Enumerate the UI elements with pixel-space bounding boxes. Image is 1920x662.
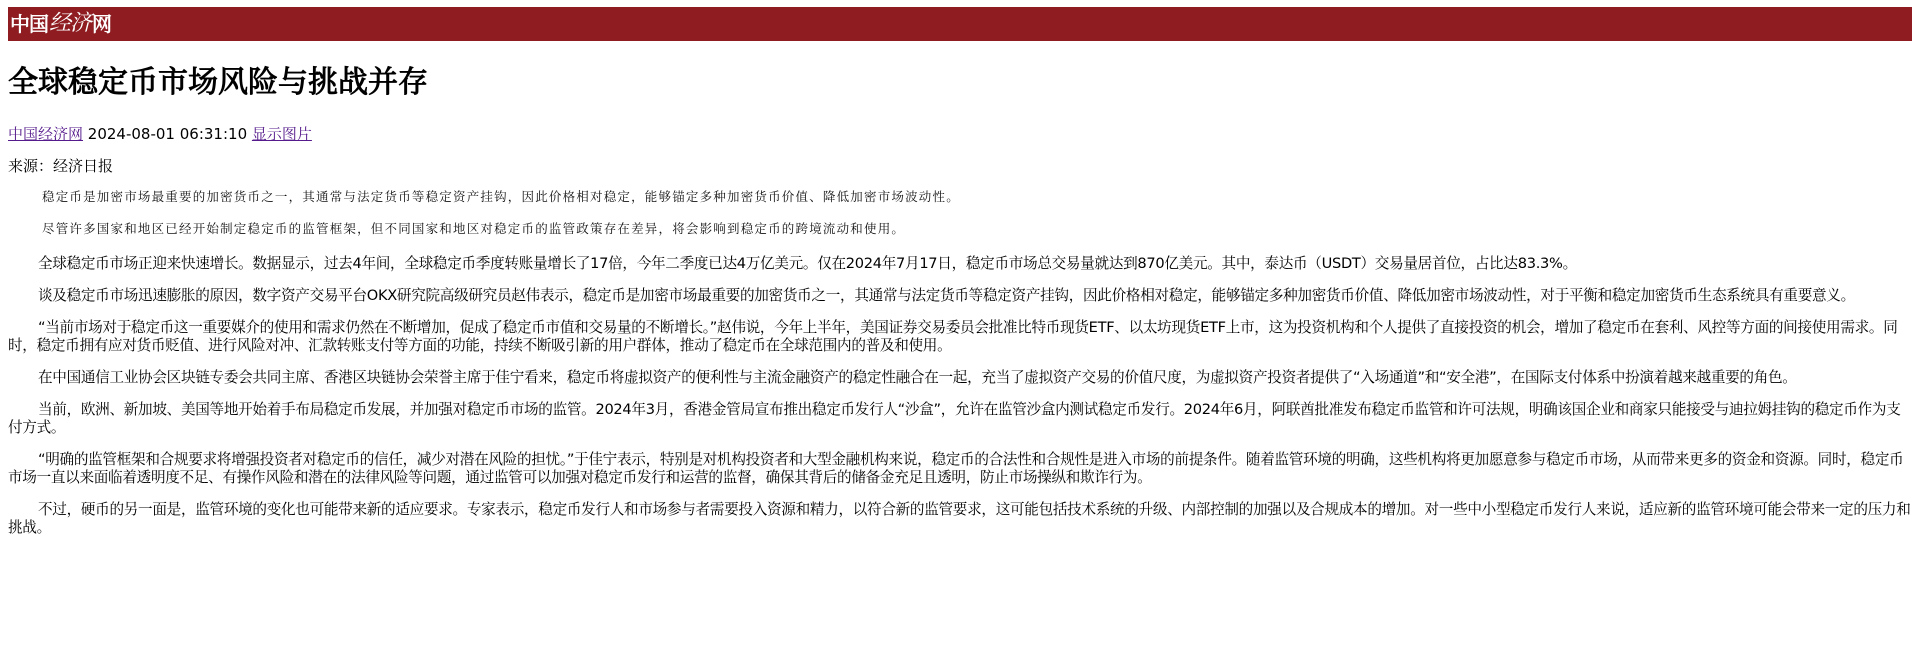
article-lead: [8, 189, 1912, 237]
body-paragraph: 不过，硬币的另一面是，监管环境的变化也可能带来新的适应要求。专家表示，稳定币发行人和市场参与者需要投入资源和精力，以符合新的监管要求，这可能包括技术系统的升级、内部控制的加强以及合规成本的增加。对一些中小型稳定币发行人来说，适应新的监管环境可能会带来一定的压力和挑战。: [8, 501, 1911, 536]
body-paragraph: 在中国通信工业协会区块链专委会共同主席、香港区块链协会荣誉主席于佳宁看来，稳定币将虚拟资产的便利性与主流金融资产的稳定性融合在一起，充当了虚拟资产交易的价值尺度，为虚拟资产投资者提供了“入场通道”和“安全港”，在国际支付体系中扮演着越来越重要的角色。: [38, 369, 1797, 386]
body-paragraph: 全球稳定币市场正迎来快速增长。数据显示，过去4年间，全球稳定币季度转账量增长了17倍，今年二季度已达4万亿美元。仅在2024年7月17日，稳定币市场总交易量就达到870亿美元。其中，泰达币（USDT）交易量居首位，占比达83.3%。: [38, 255, 1577, 272]
logo-text-jingji: 经济: [49, 11, 92, 36]
logo-text-wang: 网: [92, 12, 112, 36]
body-paragraph: 当前，欧洲、新加坡、美国等地开始着手布局稳定币发展，并加强对稳定币市场的监管。2024年3月，香港金管局宣布推出稳定币发行人“沙盒”，允许在监管沙盒内测试稳定币发行。2024年6月，阿联酋批准发布稳定币监管和许可法规，明确该国企业和商家只能接受与迪拉姆挂钩的稳定币作为支付方式。: [8, 401, 1901, 436]
publish-datetime: 2024-08-01 06:31:10: [87, 125, 248, 143]
body-paragraph: “当前市场对于稳定币这一重要媒介的使用和需求仍然在不断增加，促成了稳定币市值和交易量的不断增长。”赵伟说，今年上半年，美国证券交易委员会批准比特币现货ETF、以太坊现货ETF上市，这为投资机构和个人提供了直接投资的机会，增加了稳定币在套利、风控等方面的间接使用需求。同时，稳定币拥有应对货币贬值、进行风险对冲、汇款转账支付等方面的功能，持续不断吸引新的用户群体，推动了稳定币在全球范围内的普及和使用。: [8, 319, 1898, 354]
logo-text-zhongguo: 中国: [10, 12, 48, 36]
article-source: 来源：经济日报: [8, 157, 114, 175]
article-meta: [8, 125, 1912, 143]
body-paragraph: 谈及稳定币市场迅速膨胀的原因，数字资产交易平台OKX研究院高级研究员赵伟表示，稳定币是加密市场最重要的加密货币之一，其通常与法定货币等稳定资产挂钩，因此价格相对稳定，能够锚定多种加密货币价值、降低加密市场波动性，对于平衡和稳定加密货币生态系统具有重要意义。: [38, 287, 1855, 304]
site-logo[interactable]: [10, 13, 111, 35]
article-body: [8, 255, 1912, 537]
lead-paragraph: 稳定币是加密市场最重要的加密货币之一，其通常与法定货币等稳定资产挂钩，因此价格相对稳定，能够锚定多种加密货币价值、降低加密市场波动性。: [42, 189, 960, 204]
body-paragraph: “明确的监管框架和合规要求将增强投资者对稳定币的信任，减少对潜在风险的担忧。”于佳宁表示，特别是对机构投资者和大型金融机构来说，稳定币的合法性和合规性是进入市场的前提条件。随着监管环境的明确，这些机构将更加愿意参与稳定币市场，从而带来更多的资金和资源。同时，稳定币市场一直以来面临着透明度不足、有操作风险和潜在的法律风险等问题，通过监管可以加强对稳定币发行和运营的监督，确保其背后的储备金充足且透明，防止市场操纵和欺诈行为。: [8, 451, 1904, 486]
show-images-link[interactable]: 显示图片: [251, 125, 312, 143]
site-header-banner: [8, 7, 1912, 41]
article-title: 全球稳定币市场风险与挑战并存: [8, 65, 428, 100]
lead-paragraph: 尽管许多国家和地区已经开始制定稳定币的监管框架，但不同国家和地区对稳定币的监管政策存在差异，将会影响到稳定币的跨境流动和使用。: [42, 221, 906, 236]
site-link[interactable]: 中国经济网: [8, 125, 84, 143]
